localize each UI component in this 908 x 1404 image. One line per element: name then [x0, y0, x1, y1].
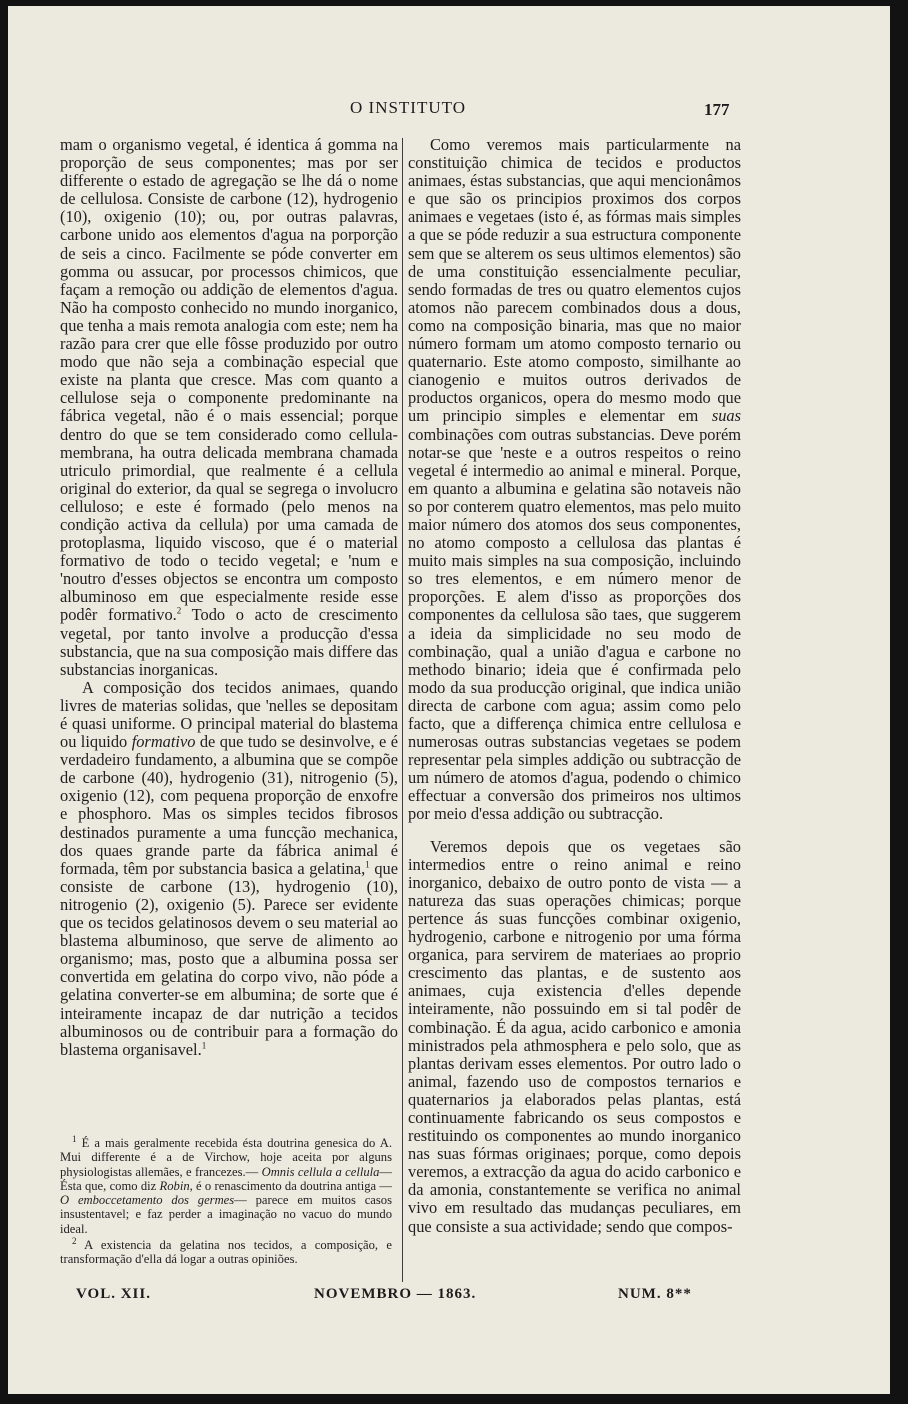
right-paragraph-1	[408, 136, 741, 824]
left-paragraph-2	[60, 679, 398, 1059]
footnote-2-text: A existencia da gelatina nos tecidos, a composição, e transformação d'ella dá logar a outras opiniões.	[60, 1238, 392, 1267]
running-head	[8, 98, 890, 124]
right-paragraph-2-text: Veremos depois que os vegetaes são intermedios entre o reino animal e reino inorganico, debaixo de outro ponto de vista — a natureza das suas operações chimicas; porque pertence ás suas funcções combinar oxigenio, hydrogenio, carbone e nitrogenio por uma fórma organica, para servirem de materiaes ao proprio crescimento das plantas, e de sustento aos animaes, cuja existencia d'elles depende inteiramente, não possuindo em si tal podêr de combinação. É da agua, acido carbonico e amonia ministrados pela athmosphera e pelo solo, que as plantas derivam esses elementos. Por outro lado o animal, fazendo uso de compostos ternarios e quaternarios ja elaborados pelas plantas, está continuamente fabricando os seus compostos e restituindo os componentes ao mundo inorganico nas suas fórmas originaes; porque, como depois veremos, a extracção da agua do acido carbonico e da amonia, constantemente se verifica no animal vivo em resultado das mudanças peculiares, em que consiste a sua actividade; sendo que compos-	[408, 836, 741, 1236]
italic-term: formativo	[131, 732, 196, 752]
left-paragraph-1	[60, 136, 398, 679]
right-column	[408, 136, 741, 1236]
footnotes	[60, 1133, 393, 1267]
footnote-mark: 2	[72, 1235, 77, 1246]
footnote-1-italic-3: O emboccetamento dos germes	[60, 1193, 235, 1208]
right-paragraph-1b-text: combinações com outras substancias. Deve porém notar-se que 'neste e a outros respeitos o reino vegetal é intermedio ao animal e mineral. Porque, em quanto a albumina e gelatina são notaveis não so por conterem quatro elementos, mas pelo muito maior número dos atomos dos seus componentes, no atomo composto a cellulosa das plantas é muito mais simples na sua composição, incluindo so tres elementos, e em número menor de proporções. E alem d'isso as proporções dos componentes da cellulosa são taes, que suggerem a ideia da simplicidade no seu modo de combinação, qual a união d'agua e carbone no methodo binario; ideia que é confirmada pelo modo da sua producção original, que indica união directa de carbone com agua; assim como pelo facto, que a differença chimica entre cellulosa e numerosas outras substancias vegetaes se podem representar pela simples addição ou subtracção de um número de atomos d'agua, podendo o chimico effectuar a conversão dos primeiros nos ultimos por meio d'essa addição ou subtracção.	[408, 424, 741, 824]
column-rule	[402, 138, 403, 1282]
footnote-1-italic-2: Robin	[159, 1178, 190, 1193]
italic-term: suas	[711, 406, 741, 426]
document-page	[8, 6, 890, 1394]
footnote-1b: — Ésta que, como diz	[60, 1164, 393, 1193]
footnote-ref: 1	[201, 1040, 207, 1051]
footnote-mark: 1	[72, 1133, 77, 1144]
left-paragraph-2b-text: de que tudo se desinvolve, e é verdadeiro fundamento, a albumina que se compõe de carbone (40), hydrogenio (31), nitrogenio (5), oxigenio (12), com pequena proporção de enxofre e phosphoro. Mas os simples tecidos fibrosos destinados puramente a uma funcção mechanica, dos quaes grande parte da fábrica animal é formada, têm por substancia basica a gelatina,	[60, 732, 398, 878]
footnote-1-italic-1: Omnis cellula a cellula	[261, 1164, 380, 1179]
issue-date: NOVEMBRO — 1863.	[314, 1286, 477, 1302]
footnote-1a: É a mais geralmente recebida ésta doutrina genesica do A. Mui differente é a de Virchow, hoje aceita por alguns physiologistas allemães, e francezes.—	[60, 1136, 392, 1179]
page-footer	[8, 1286, 890, 1308]
page-number: 177	[704, 100, 730, 119]
right-paragraph-1-text: Como veremos mais particularmente na constituição chimica de tecidos e productos animaes, éstas substancias, que aqui mencionâmos e que são os principios proximos dos corpos animaes e vegetaes (isto é, as fórmas mais simples a que se póde reduzir a sua estructura componente sem que se alterem os seus ultimos elementos) são de uma constituição essencialmente peculiar, sendo formadas de tres ou quatro elementos cujos atomos não parecem combinados dous a dous, como na composição binaria, mas que no maior número formam um atomo composto ternario ou quaternario. Este atomo composto, similhante ao cianogenio e muitos outros derivados de productos organicos, opera do mesmo modo que um principio simples e elementar em	[408, 135, 741, 426]
footnote-1c: , é o renascimento da doutrina antiga —	[189, 1178, 393, 1193]
footnote-1	[60, 1133, 393, 1236]
journal-title: O INSTITUTO	[350, 98, 466, 117]
footnote-ref: 2	[176, 605, 182, 616]
footnote-ref: 1	[365, 859, 370, 870]
right-paragraph-2	[408, 838, 741, 1236]
left-paragraph-2c-text: que consiste de carbone (13), hydrogenio (10), nitrogenio (2), oxigenio (5). Parece ser evidente que os tecidos gelatinosos devem o seu material ao blastema albuminoso, que serve de alimento ao organismo; mas, posto que a albumina possa ser convertida em gelatina do corpo vivo, não póde a gelatina converter-se em albumina; de sorte que é inteiramente incapaz de dar nutrição a tecidos albuminosos ou de contribuir para a formação do blastema organisavel.	[60, 858, 398, 1059]
left-column	[60, 136, 398, 1059]
footnote-1d: — parece em muitos casos insustentavel; e faz perder a imaginação no vacuo do mundo ideal.	[60, 1193, 393, 1236]
left-paragraph-1-text: mam o organismo vegetal, é identica á gomma na proporção de seus componentes; mas por ser differente o estado de agregação se lhe dá o nome de cellulosa. Consiste de carbone (12), hydrogenio (10), oxigenio (10); ou, por outras palavras, carbone unido aos elementos d'agua na porporção de seis a cinco. Facilmente se póde converter em gomma ou assucar, por processos chimicos, que façam a remoção ou addição de elementos d'agua. Não ha composto conhecido no mundo inorganico, que tenha a mais remota analogia com este; nem ha razão para crer que elle fôsse produzido por outro modo que não seja a combinação especial que existe na planta que cresce. Mas com quanto a cellulose seja o componente predominante na fábrica vegetal, não é o mais essencial; porque dentro do que se tem considerado como cellula-membrana, ha outra delicada membrana chamada utriculo primordial, que realmente é a cellula original do exterior, da qual se segrega o involucro celluloso; e este é formado (pelo menos na condição activa da cellula) por uma camada de protoplasma, liquido viscoso, que é o material formativo de todo o tecido vegetal; e 'num e 'noutro d'esses objectos se encontra um composto albuminoso em que especialmente reside esse podêr formativo.	[60, 135, 398, 625]
volume-label: VOL. XII.	[76, 1286, 151, 1302]
left-paragraph-1b-text: Todo o acto de crescimento vegetal, por tanto involve a producção d'essa substancia, que na sua composição mais differe das substancias inorganicas.	[60, 605, 398, 679]
footnote-2	[60, 1235, 392, 1267]
left-paragraph-2a-text: A composição dos tecidos animaes, quando livres de materias solidas, que 'nelles se depositam é quasi uniforme. O principal material do blastema ou liquido	[60, 677, 398, 752]
issue-number: NUM. 8**	[618, 1286, 692, 1302]
